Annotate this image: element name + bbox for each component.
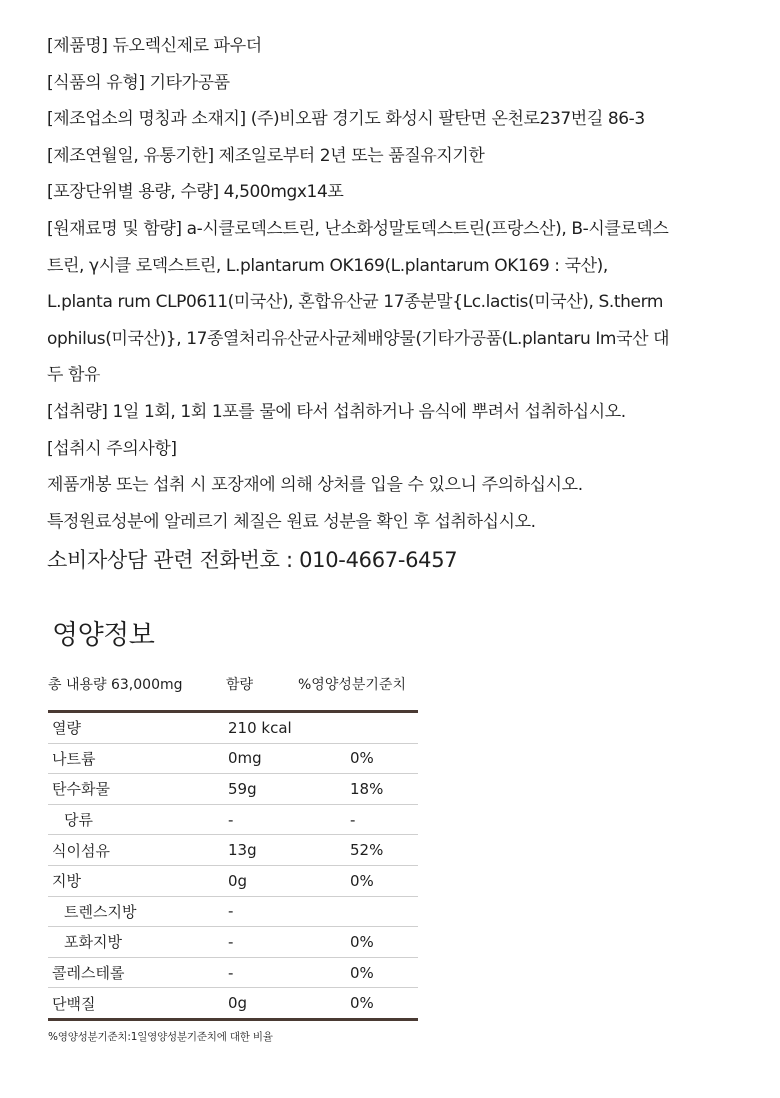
nutrient-daily-value: 0% (350, 932, 374, 951)
nutrient-name: 포화지방 (64, 933, 122, 952)
nutrient-amount: - (228, 963, 234, 982)
nutrition-header (48, 672, 418, 696)
ingredients-line: ophilus(미국산)}, 17종열처리유산균사균체배양물(기타가공품(L.plantaru Im국산 대 (47, 328, 670, 349)
nutrient-row (48, 805, 418, 836)
nutrient-name: 나트륨 (52, 749, 96, 768)
nutrient-daily-value: 0% (350, 963, 374, 982)
nutrient-row (48, 744, 418, 775)
expiry-line: [제조연월일, 유통기한] 제조일로부터 2년 또는 품질유지기한 (47, 145, 485, 166)
nutrition-title: 영양정보 (52, 620, 155, 651)
nutrient-row (48, 774, 418, 805)
nutrient-name: 콜레스테롤 (52, 964, 125, 983)
nutrient-row (48, 866, 418, 897)
caution-line: 제품개봉 또는 섭취 시 포장재에 의해 상처를 입을 수 있으니 주의하십시오. (47, 475, 583, 496)
product-info (47, 28, 747, 580)
nutrient-row (48, 958, 418, 989)
nutrient-amount: 0g (228, 994, 248, 1013)
nutrient-row (48, 927, 418, 958)
amount-header: 함량 (226, 677, 254, 693)
nutrient-name: 당류 (64, 811, 93, 830)
nutrient-row (48, 897, 418, 928)
nutrient-amount: 59g (228, 779, 257, 798)
caution-line: 특정원료성분에 알레르기 체질은 원료 성분을 확인 후 섭취하십시오. (47, 511, 536, 532)
nutrient-amount: 0mg (228, 749, 262, 768)
ingredients-line: 트린, γ시클 로덱스트린, L.plantarum OK169(L.plantarum OK169 : 국산), (47, 255, 608, 276)
nutrient-amount: 13g (228, 841, 257, 860)
intake-line: [섭취량] 1일 1회, 1회 1포를 물에 타서 섭취하거나 음식에 뿌려서 섭취하십시오. (47, 401, 626, 422)
food-type-line: [식품의 유형] 기타가공품 (47, 72, 230, 93)
nutrient-daily-value: 0% (350, 749, 374, 768)
nutrient-amount: - (228, 932, 234, 951)
nutrient-daily-value: 0% (350, 994, 374, 1013)
package-size-line: [포장단위별 용량, 수량] 4,500mgx14포 (47, 182, 344, 203)
nutrient-amount: - (228, 902, 234, 921)
nutrient-daily-value: 18% (350, 779, 384, 798)
table-bottom-rule (48, 1018, 418, 1021)
nutrient-daily-value: 0% (350, 871, 374, 890)
ingredients-line: [원재료명 및 함량] a-시클로덱스트린, 난소화성말토덱스트린(프랑스산), B-시클로덱스 (47, 218, 669, 239)
nutrient-amount: 210 kcal (228, 718, 292, 737)
contact-phone: 소비자상담 관련 전화번호 : 010-4667-6457 (47, 548, 458, 573)
caution-heading: [섭취시 주의사항] (47, 438, 177, 459)
nutrition-panel (48, 618, 418, 1044)
nutrient-row (48, 835, 418, 866)
nutrient-row (48, 713, 418, 744)
nutrient-name: 지방 (52, 872, 81, 891)
product-name-line: [제품명] 듀오렉신제로 파우더 (47, 36, 262, 56)
nutrient-name: 열량 (52, 719, 81, 738)
nutrient-name: 식이섬유 (52, 841, 110, 860)
footnote: %영양성분기준치:1일영양성분기준치에 대한 비율 (48, 1030, 273, 1043)
nutrient-row (48, 988, 418, 1019)
manufacturer-line: [제조업소의 명칭과 소재지] (주)비오팜 경기도 화성시 팔탄면 온천로237번길 86-3 (47, 109, 645, 130)
ingredients-line: L.planta rum CLP0611(미국산), 혼합유산균 17종분말{Lc.lactis(미국산), S.therm (47, 292, 664, 313)
nutrient-daily-value: - (350, 810, 356, 829)
nutrient-name: 단백질 (52, 994, 96, 1013)
nutrient-amount: - (228, 810, 234, 829)
nutrition-table (48, 713, 418, 1019)
ingredients-line: 두 함유 (47, 365, 101, 386)
nutrient-name: 트렌스지방 (64, 902, 137, 921)
nutrient-name: 탄수화물 (52, 780, 110, 799)
nutrient-daily-value: 52% (350, 841, 384, 860)
daily-value-header: %영양성분기준치 (298, 677, 406, 693)
total-content: 총 내용량 63,000mg (48, 677, 183, 693)
nutrient-amount: 0g (228, 871, 248, 890)
